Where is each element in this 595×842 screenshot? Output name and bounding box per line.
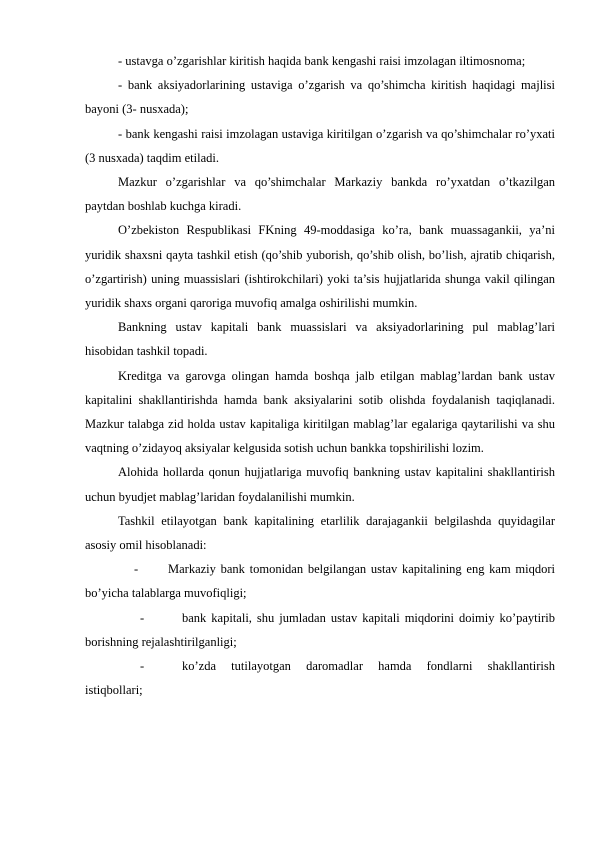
list-item — [85, 606, 555, 654]
document-page — [85, 49, 555, 702]
list-marker: - — [134, 562, 139, 577]
list-item-text: bank kapitali, shu jumladan ustav kapitali miqdorini doimiy ko’paytirib borishning rejalashtirilganligi; — [85, 610, 555, 649]
paragraph-request: - ustavga o’zgarishlar kiritish haqida bank kengashi raisi imzolagan iltimosnoma; — [118, 54, 526, 68]
paragraph-adequacy-factors: Tashkil etilayotgan bank kapitalining etarlilik darajagankii belgilashda quyidagilar asosiy omil hisoblanadi: — [85, 513, 555, 553]
list-item-text: Markaziy bank tomonidan belgilangan ustav kapitalining eng kam miqdori bo’yicha talablarga muvofiqligi; — [85, 562, 555, 601]
paragraph-effective: Mazkur o’zgarishlar va qo’shimchalar Markaziy bankda ro’yxatdan o’tkazilgan paytdan boshlab kuchga kiradi. — [85, 175, 555, 214]
list-marker: - — [140, 610, 145, 625]
list-item — [85, 557, 555, 605]
list-item — [85, 654, 555, 702]
paragraph-budget-funds: Alohida hollarda qonun hujjatlariga muvofiq bankning ustav kapitalini shakllantirish uchun byudjet mablag’laridan foydalanilishi mumkin. — [85, 465, 555, 504]
list-item-text: ko’zda tutilayotgan daromadlar hamda fondlarni shakllantirish istiqbollari; — [85, 659, 555, 698]
paragraph-credit-prohibition: Kreditga va garovga olingan hamda boshqa jalb etilgan mablag’lardan bank ustav kapitalini shakllantirishda hamda bank aksiyalarini sotib olishda foydalanish taqiqlanadi. Mazkur talabga zid holda ustav kapitaliga kiritilgan mablag’lar egalariga qaytarilishi va shu vaqtning o’zidayoq aksiyalar kelgusida sotish uchun bankka topshirilishi lozim. — [85, 368, 555, 456]
list-marker: - — [140, 659, 145, 674]
paragraph-minutes: - bank aksiyadorlarining ustaviga o’zgarish va qo’shimcha kiritish haqidagi majlisi bayoni (3- nusxada); — [85, 78, 555, 117]
paragraph-reorganization: O’zbekiston Respublikasi FKning 49-moddasiga ko’ra, bank muassagankii, ya’ni yuridik shaxsni qayta tashkil etish (qo’shib yuborish, qo’shib olish, bo’lish, ajratib chiqarish, o’zgartirish) uning muassislari (ishtirokchilari) yoki ta’sis hujjatlarida shunga vakil qilingan yuridik shaxs organi qaroriga muvofiq amalga oshirilishi mumkin. — [85, 223, 555, 311]
paragraph-charter-capital: Bankning ustav kapitali bank muassislari va aksiyadorlarining pul mablag’lari hisobidan tashkil topadi. — [85, 320, 555, 359]
paragraph-changes-list: - bank kengashi raisi imzolagan ustaviga kiritilgan o’zgarish va qo’shimchalar ro’yxati (3 nusxada) taqdim etiladi. — [85, 126, 555, 165]
